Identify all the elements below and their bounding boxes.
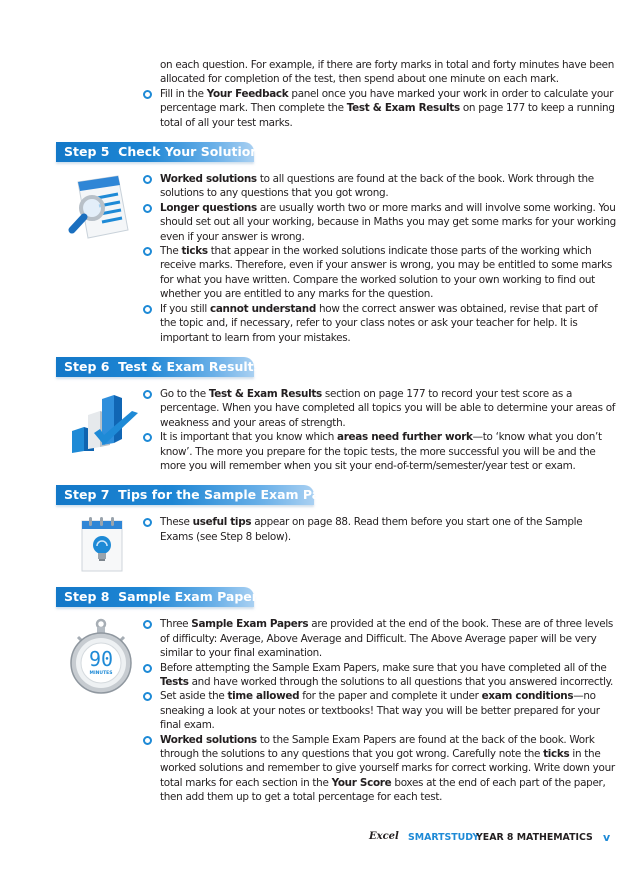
list-item: It is important that you know which areas need further work—to ‘know what you don’t know’. The more you prepare for the topic tests, the more successful you will be and the more you will remember when you sit your end-of-term/semester/year test or exam. — [142, 430, 616, 473]
bar-chart-tick-icon — [64, 387, 142, 457]
bullet-icon — [143, 175, 152, 184]
list-item: These useful tips appear on page 88. Read them before you start one of the Sample Exams (see Step 8 below). — [142, 515, 616, 544]
footer-brand: Excel — [369, 830, 399, 842]
list-item: Set aside the time allowed for the paper and complete it under exam conditions—no sneaking a look at your notes or textbooks! That way you will be better prepared for your final exam. — [142, 689, 616, 732]
step-5-heading: Step 5 Check Your Solutions — [56, 142, 254, 162]
list-item: Worked solutions to the Sample Exam Papers are found at the back of the book. Work through the solutions to any questions that you got wrong. Carefully note the ticks in the worked solutions and remember to give yourself marks for correct working. Write down your total marks for each section in the Your Score boxes at the end of each part of the paper, then add them up to get a total percentage for each test. — [142, 733, 616, 805]
page-number: v — [603, 830, 611, 844]
stopwatch-label: MINUTES — [89, 671, 113, 677]
page-footer — [0, 829, 640, 849]
list-item: Longer questions are usually worth two or more marks and will involve some working. You should set out all your working, because in Maths you may get some marks for your working even if your answer is wrong. — [142, 201, 616, 244]
bullet-icon — [143, 204, 152, 213]
list-item: The ticks that appear in the worked solutions indicate those parts of the working which receive marks. Therefore, even if your answer is wrong, you may be entitled to some marks for what you have written. Compare the worked solution to your own working to find out whether you are entitled to any marks for the question. — [142, 244, 616, 302]
bullet-icon — [143, 390, 152, 399]
list-item: If you still cannot understand how the correct answer was obtained, revise that part of the topic and, if necessary, refer to your class notes or ask your teacher for help. It is important to learn from your mistakes. — [142, 302, 616, 345]
bullet-icon — [143, 692, 152, 701]
step-6-heading: Step 6 Test & Exam Results — [56, 357, 254, 377]
footer-series: SMARTSTUDY — [408, 831, 480, 843]
bullet-icon — [143, 518, 152, 527]
step-5-body — [0, 172, 640, 345]
bullet-icon — [143, 620, 152, 629]
list-item: Before attempting the Sample Exam Papers, make sure that you have completed all of the Tests and have worked through the solutions to all questions that you answered incorrectly. — [142, 661, 616, 690]
step-6-list — [142, 387, 616, 473]
bullet-icon — [143, 433, 152, 442]
list-item: Three Sample Exam Papers are provided at the end of the book. These are of three levels of difficulty: Average, Above Average and Difficult. The Above Average paper will be very similar to your final examination. — [142, 617, 616, 660]
lightbulb-notepad-icon — [80, 515, 124, 573]
footer-title: YEAR 8 MATHEMATICS — [476, 831, 593, 843]
step-7-body — [0, 515, 640, 575]
list-item: Worked solutions to all questions are found at the back of the book. Work through the solutions to any questions that you got wrong. — [142, 172, 616, 201]
list-item: Go to the Test & Exam Results section on page 177 to record your test score as a percentage. When you have completed all topics you will be able to determine your areas of weakness and your areas of strength. — [142, 387, 616, 430]
step-5-list — [142, 172, 616, 345]
step-8-body — [0, 617, 640, 804]
step-7-list — [142, 515, 616, 544]
step-5-section — [0, 142, 640, 345]
bullet-icon — [143, 90, 152, 99]
stopwatch-icon — [68, 617, 134, 695]
intro-continuation: on each question. For example, if there are forty marks in total and forty minutes have been allocated for completion of the test, then spend about one minute on each mark. — [160, 59, 615, 86]
step-6-section — [0, 357, 640, 473]
step-7-heading: Step 7 Tips for the Sample Exam Papers — [56, 485, 314, 505]
step-6-body — [0, 387, 640, 473]
bullet-icon — [143, 247, 152, 256]
step-8-section — [0, 587, 640, 804]
list-item: Fill in the Your Feedback panel once you have marked your work in order to calculate your percentage mark. Then complete the Test & Exam Results on page 177 to keep a running total of all your test marks. — [142, 87, 616, 130]
bullet-icon — [143, 736, 152, 745]
magnifier-document-icon — [64, 172, 136, 244]
step-8-list — [142, 617, 616, 804]
stopwatch-number: 90 — [88, 647, 114, 672]
bullet-icon — [143, 305, 152, 314]
step-7-section — [0, 485, 640, 575]
intro-block — [142, 58, 616, 130]
step-8-heading: Step 8 Sample Exam Papers — [56, 587, 254, 607]
bullet-icon — [143, 664, 152, 673]
